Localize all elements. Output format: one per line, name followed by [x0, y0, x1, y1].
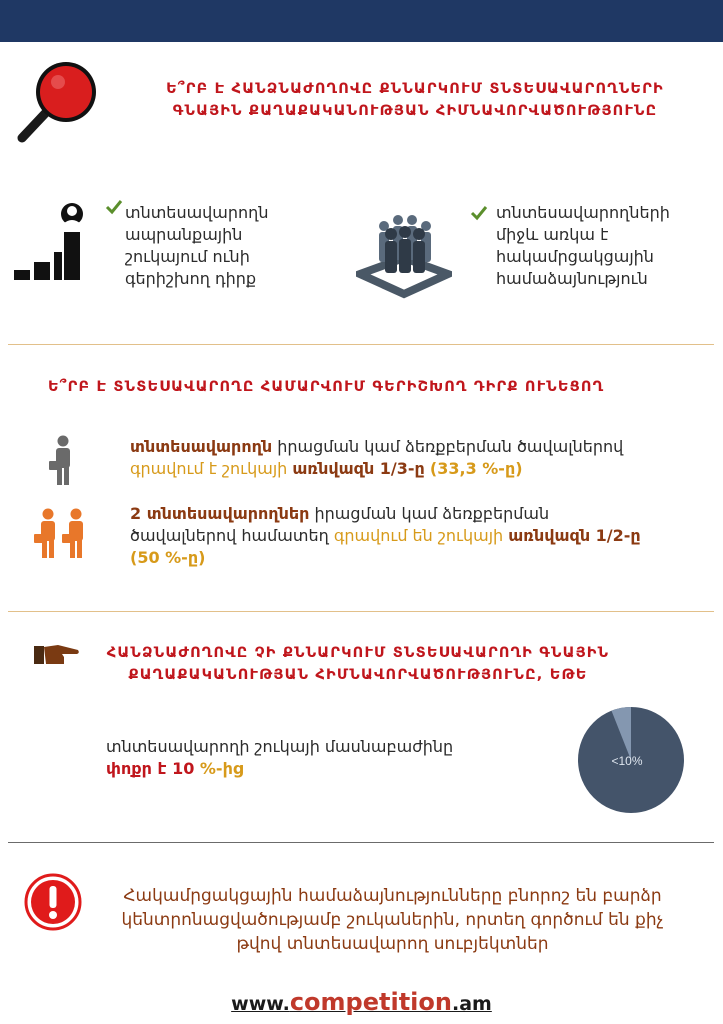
section1-item1: տնտեսավարողն ապրանքային շուկայում ունի գերիշխող դիրք [125, 203, 269, 288]
divider [8, 611, 714, 612]
market-share-pie [578, 707, 684, 813]
section4-text: Հակամրցակցային համաձայնությունները բնորոշ են բարձր կենտրոնացվածությամբ շուկաներին, որտեղ գործում են քիչ թվով տնտեսավարող սուբյեկտներ [121, 886, 664, 954]
section1-item2: տնտեսավարողների միջև առկա է հակամրցակցային համաձայնություն [496, 203, 670, 288]
section2-row1: տնտեսավարողն իրացման կամ ձեռքբերման ծավալներով գրավում է շուկայի առնվազն 1/3-ը (33,3 %-ը) [130, 437, 624, 478]
check-icon [470, 205, 488, 221]
businessman-icon [48, 435, 78, 487]
section2-row2: 2 տնտեսավարողներ իրացման կամ ձեռքբերման ծավալներով համատեղ գրավում են շուկայի առնվազն 1/2-ը (50 %-ը) [130, 504, 641, 567]
two-businessmen-icon [34, 508, 92, 560]
footer-link[interactable]: www.competition.am [231, 988, 492, 1016]
divider [8, 842, 714, 843]
alert-icon [24, 873, 82, 931]
pie-label: <10% [611, 754, 643, 768]
check-icon [105, 199, 123, 215]
section1-heading: Ե՞ՐԲ Է ՀԱՆՁՆԱԺՈՂՈՎԸ ՔՆՆԱՐԿՈՒՄ ՏՆՏԵՍԱՎԱՐՈՂՆԵՐԻ ԳՆԱՅԻՆ ՔԱՂԱՔԱԿԱՆՈՒԹՅԱՆ ՀԻՄՆԱՎՈՐՎԱԾՈՒԹՅՈՒՆԸ [166, 81, 664, 119]
pointing-hand-icon [34, 642, 80, 668]
section3-heading: ՀԱՆՁՆԱԺՈՂՈՎԸ ՉԻ ՔՆՆԱՐԿՈՒՄ ՏՆՏԵՍԱՎԱՐՈՂԻ ԳՆԱՅԻՆ ՔԱՂԱՔԱԿԱՆՈՒԹՅԱՆ ՀԻՄՆԱՎՈՐՎԱԾՈՒԹՅՈՒՆԸ, ԵԹԵ [106, 645, 610, 683]
magnifier-icon [14, 60, 96, 146]
dominant-bars-icon [12, 200, 84, 286]
group-agreement-icon [356, 212, 452, 300]
top-banner [0, 0, 723, 42]
divider [8, 344, 714, 345]
section3-text: տնտեսավարողի շուկայի մասնաբաժինը փոքր է 10 %-ից [106, 737, 454, 778]
section2-heading: Ե՞ՐԲ Է ՏՆՏԵՍԱՎԱՐՈՂԸ ՀԱՄԱՐՎՈՒՄ ԳԵՐԻՇԽՈՂ ԴԻՐՔ ՈՒՆԵՑՈՂ [48, 379, 605, 395]
